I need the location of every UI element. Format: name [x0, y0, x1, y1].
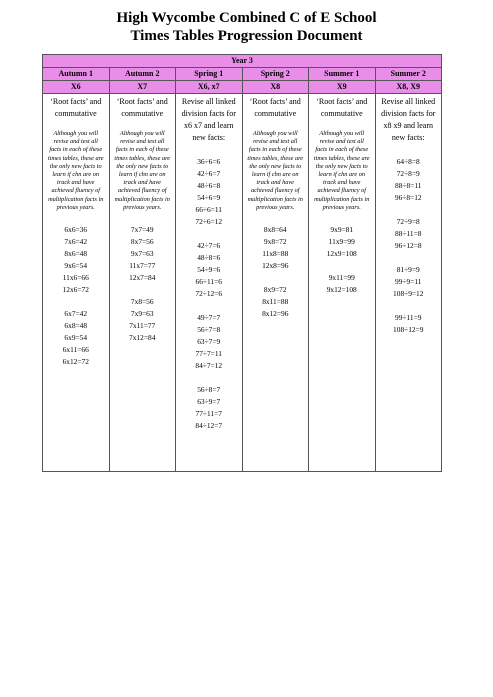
- progression-table: [42, 54, 442, 472]
- fact-group: [43, 308, 109, 368]
- fact-item: 42÷7=6: [197, 241, 221, 250]
- fact-item: 9x11=99: [328, 273, 355, 283]
- guidance-note: Although you will revise and test all facts in each of these times tables, these are the only new facts to learn if chn are on track and have achieved fluency of multiplication facts in previous years.: [47, 130, 104, 211]
- term-header: Spring 2: [242, 68, 309, 81]
- fact-item: 96÷8=12: [394, 193, 422, 202]
- intro-text: ‘Root facts’ and commutative: [316, 97, 368, 118]
- fact-item: 11x7=77: [129, 261, 156, 271]
- fact-item: 72÷9=8: [396, 217, 420, 226]
- fact-item: 63÷9=7: [197, 397, 221, 406]
- term-header: Spring 1: [176, 68, 243, 81]
- tables-row: [43, 81, 442, 94]
- fact-item: 99÷9=11: [395, 277, 422, 286]
- fact-item: 48÷8=6: [197, 253, 221, 262]
- fact-item: 63÷7=9: [197, 337, 221, 346]
- fact-item: 9x9=81: [330, 225, 354, 235]
- fact-item: 72÷6=12: [195, 217, 223, 226]
- document-subtitle: Times Tables Progression Document: [130, 28, 363, 44]
- fact-item: 6x7=42: [64, 309, 88, 319]
- fact-item: 8x12=96: [262, 309, 289, 319]
- fact-item: 66÷11=6: [195, 277, 222, 286]
- fact-group: [376, 156, 442, 204]
- fact-item: 42÷6=7: [197, 169, 221, 178]
- term-content-cell: [242, 94, 309, 472]
- term-header: Autumn 1: [43, 68, 110, 81]
- fact-item: 108÷12=9: [393, 325, 424, 334]
- term-content-cell: [43, 94, 110, 472]
- times-table-header: X6, x7: [176, 81, 243, 94]
- guidance-note: Although you will revise and test all facts in each of these times tables, these are the only new facts to learn if chn are on track and have achieved fluency of multiplication facts in previous years.: [247, 130, 304, 211]
- term-row: [43, 68, 442, 81]
- fact-item: 56÷8=7: [197, 385, 221, 394]
- fact-item: 77÷7=11: [195, 349, 222, 358]
- fact-item: 7x9=63: [130, 309, 154, 319]
- fact-group: [376, 264, 442, 300]
- fact-item: 81÷9=9: [396, 265, 420, 274]
- fact-item: 84÷7=12: [195, 361, 223, 370]
- fact-item: 88÷11=8: [395, 229, 422, 238]
- fact-item: 88÷8=11: [395, 181, 422, 190]
- fact-item: 7x12=84: [129, 333, 156, 343]
- term-content-cell: [176, 94, 243, 472]
- fact-group: [110, 296, 176, 344]
- fact-item: 96÷12=8: [394, 241, 422, 250]
- fact-group: [309, 272, 375, 296]
- term-content-cell: [309, 94, 376, 472]
- fact-item: 9x12=108: [326, 285, 357, 295]
- fact-group: [176, 384, 242, 432]
- fact-item: 36÷6=6: [197, 157, 221, 166]
- fact-group: [176, 156, 242, 228]
- fact-group: [176, 240, 242, 300]
- fact-item: 8x7=56: [130, 237, 154, 247]
- fact-item: 6x11=66: [62, 345, 89, 355]
- fact-item: 77÷11=7: [195, 409, 222, 418]
- guidance-note: Although you will revise and test all facts in each of these times tables, these are the only new facts to learn if chn are on track and have achieved fluency of multiplication facts in previous years.: [114, 130, 171, 211]
- term-header: Summer 1: [309, 68, 376, 81]
- intro-text: ‘Root facts’ and commutative: [116, 97, 168, 118]
- fact-group: [43, 224, 109, 296]
- term-header: Summer 2: [375, 68, 442, 81]
- fact-item: 66÷6=11: [195, 205, 222, 214]
- fact-item: 7x8=56: [130, 297, 154, 307]
- fact-item: 9x7=63: [130, 249, 154, 259]
- fact-group: [243, 224, 309, 272]
- fact-item: 8x9=72: [263, 285, 287, 295]
- intro-text: Revise all linked division facts for x6 x7 and learn new facts:: [181, 97, 236, 142]
- intro-text: ‘Root facts’ and commutative: [249, 97, 301, 118]
- fact-item: 9x6=54: [64, 261, 88, 271]
- fact-item: 8x8=64: [263, 225, 287, 235]
- fact-group: [110, 224, 176, 284]
- fact-item: 12x8=96: [262, 261, 289, 271]
- times-table-header: X7: [109, 81, 176, 94]
- fact-item: 7x11=77: [129, 321, 156, 331]
- school-title: High Wycombe Combined C of E School: [116, 10, 377, 26]
- guidance-note: Although you will revise and test all facts in each of these times tables, these are the only new facts to learn if chn are on track and have achieved fluency of multiplication facts in previous years.: [313, 130, 370, 211]
- fact-item: 12x6=72: [62, 285, 89, 295]
- intro-text: ‘Root facts’ and commutative: [50, 97, 102, 118]
- fact-item: 54÷6=9: [197, 193, 221, 202]
- times-table-header: X8, X9: [375, 81, 442, 94]
- times-table-header: X6: [43, 81, 110, 94]
- fact-group: [243, 284, 309, 320]
- fact-item: 8x6=48: [64, 249, 88, 259]
- fact-item: 8x11=88: [262, 297, 289, 307]
- fact-group: [309, 224, 375, 260]
- fact-item: 84÷12=7: [195, 421, 223, 430]
- times-table-header: X9: [309, 81, 376, 94]
- fact-item: 9x8=72: [263, 237, 287, 247]
- fact-item: 72÷12=6: [195, 289, 223, 298]
- fact-item: 6x6=36: [64, 225, 88, 235]
- term-content-cell: [375, 94, 442, 472]
- content-row: [43, 94, 442, 472]
- fact-item: 64÷8=8: [396, 157, 420, 166]
- term-content-cell: [109, 94, 176, 472]
- fact-item: 11x9=99: [328, 237, 355, 247]
- fact-item: 11x8=88: [262, 249, 289, 259]
- fact-item: 12x9=108: [326, 249, 357, 259]
- year-row: [43, 55, 442, 68]
- fact-item: 6x12=72: [62, 357, 89, 367]
- fact-item: 54÷9=6: [197, 265, 221, 274]
- fact-item: 48÷6=8: [197, 181, 221, 190]
- fact-item: 99÷11=9: [395, 313, 422, 322]
- fact-item: 7x7=49: [130, 225, 154, 235]
- fact-item: 11x6=66: [62, 273, 89, 283]
- fact-item: 6x8=48: [64, 321, 88, 331]
- fact-item: 108÷9=12: [393, 289, 424, 298]
- fact-item: 49÷7=7: [197, 313, 221, 322]
- year-heading: Year 3: [43, 55, 442, 68]
- fact-item: 72÷8=9: [396, 169, 420, 178]
- fact-item: 6x9=54: [64, 333, 88, 343]
- fact-item: 7x6=42: [64, 237, 88, 247]
- fact-group: [376, 216, 442, 252]
- fact-item: 12x7=84: [129, 273, 156, 283]
- fact-group: [376, 312, 442, 336]
- times-table-header: X8: [242, 81, 309, 94]
- term-header: Autumn 2: [109, 68, 176, 81]
- intro-text: Revise all linked division facts for x8 x9 and learn new facts:: [381, 97, 436, 142]
- fact-item: 56÷7=8: [197, 325, 221, 334]
- fact-group: [176, 312, 242, 372]
